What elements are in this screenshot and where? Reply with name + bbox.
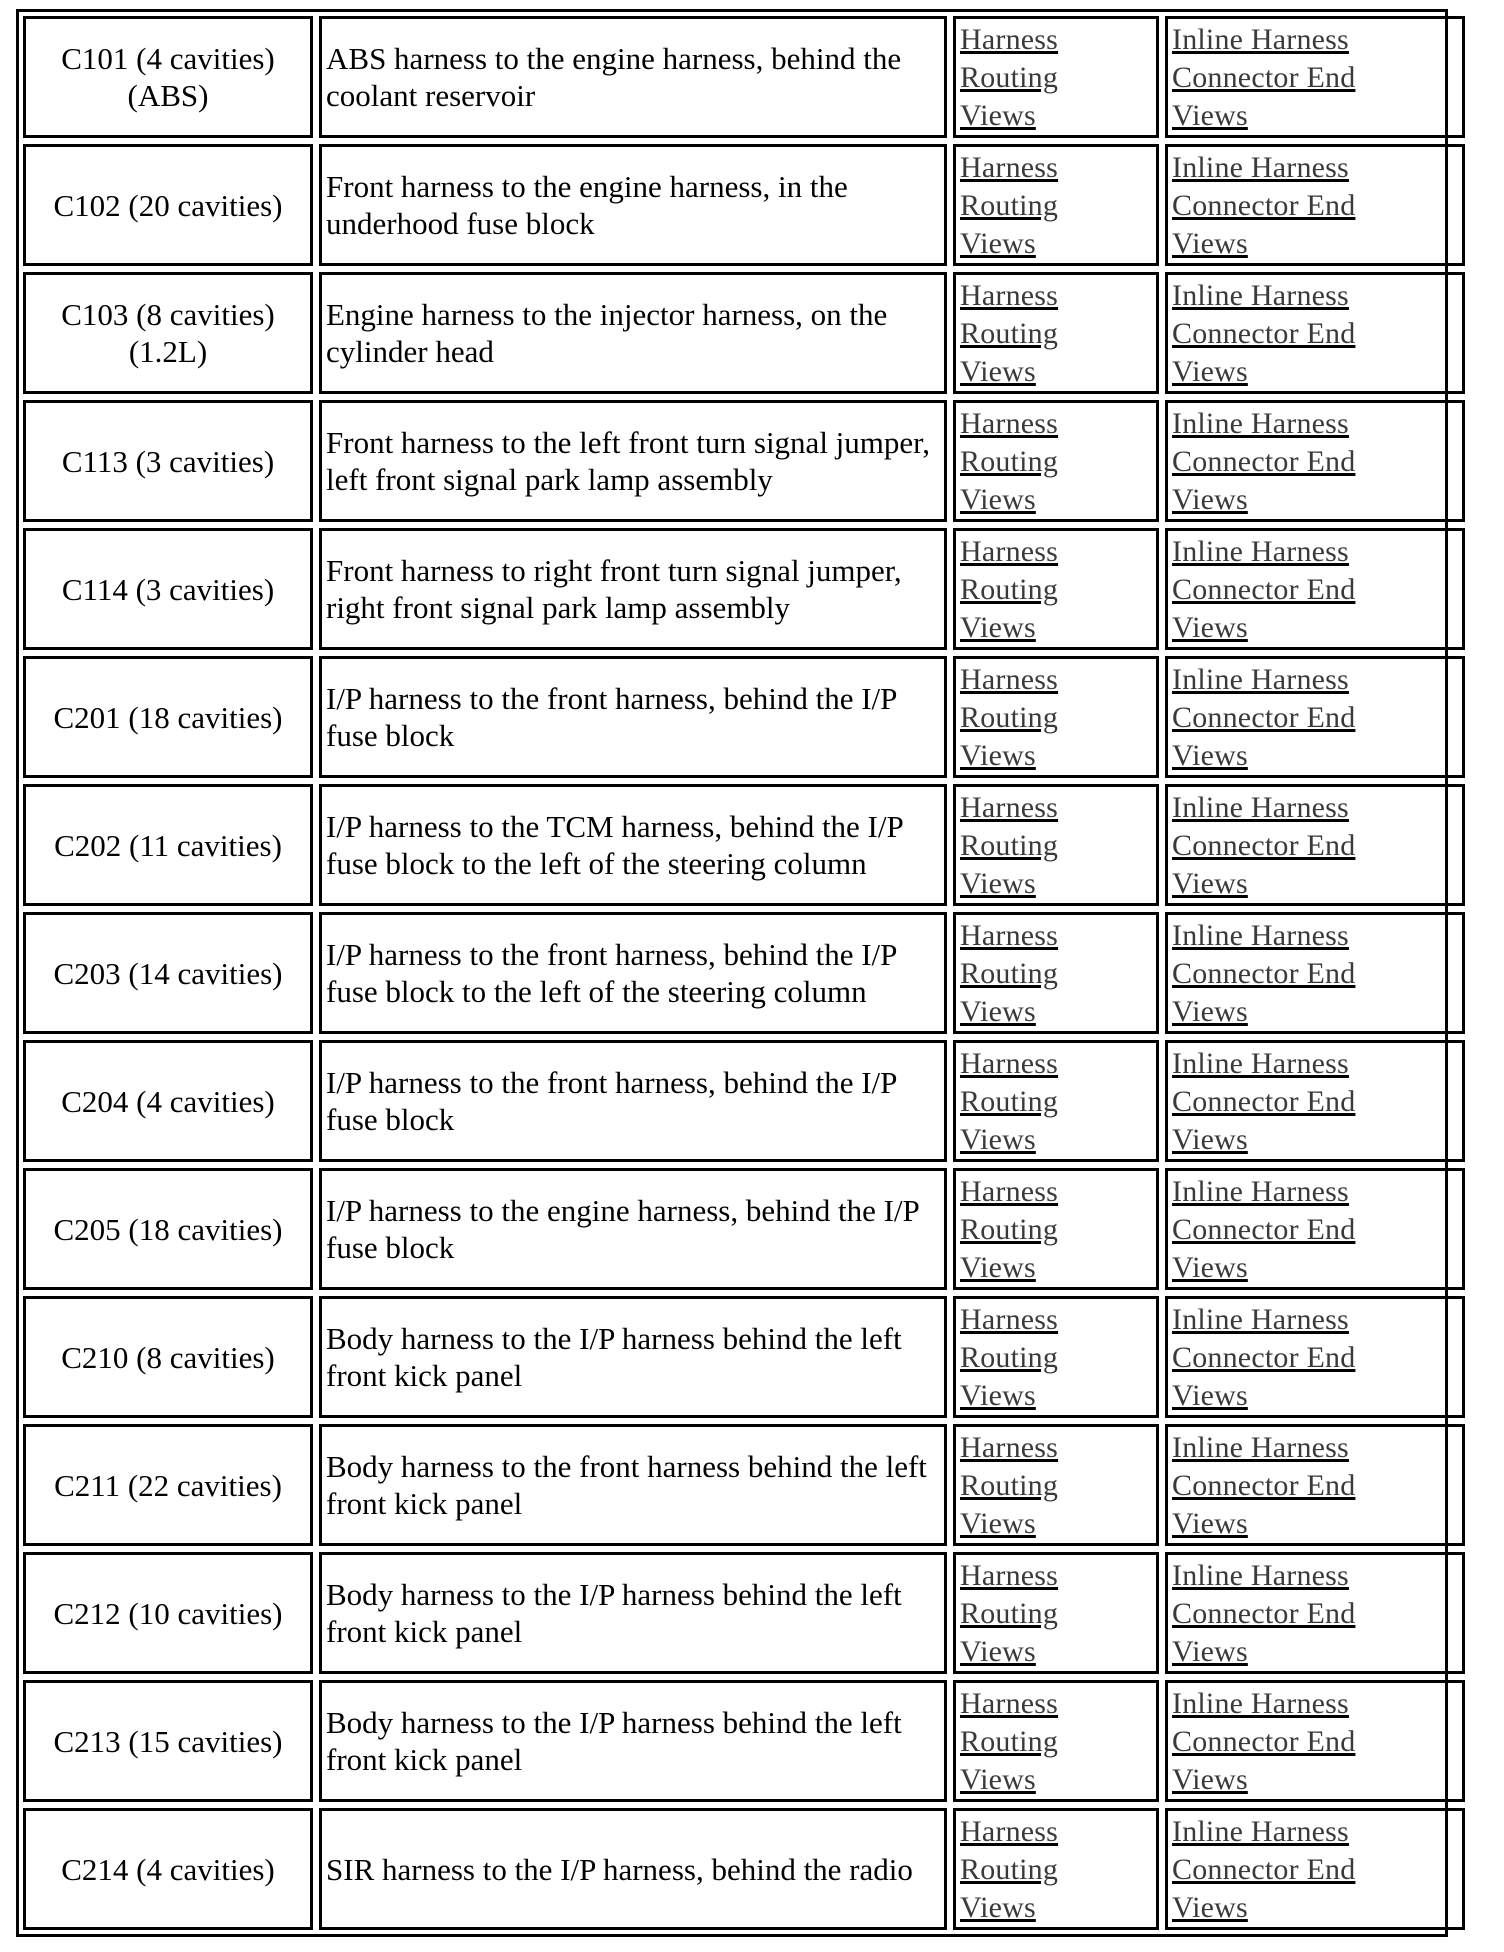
link-line: Connector End <box>1172 317 1356 350</box>
inline-connector-cell <box>1165 1296 1465 1418</box>
inline-connector-cell <box>1165 1040 1465 1162</box>
link-line: Connector End <box>1172 445 1356 478</box>
connector-description: I/P harness to the TCM harness, behind the I/P fuse block to the left of the steering column <box>326 809 903 881</box>
link-line: Views <box>1172 1507 1248 1540</box>
link-line: Connector End <box>1172 189 1356 222</box>
harness-routing-views-link[interactable] <box>960 661 1156 775</box>
connector-description-cell <box>319 656 947 778</box>
link-line: Inline Harness <box>1172 1047 1349 1080</box>
link-line: Views <box>960 867 1036 900</box>
inline-connector-cell <box>1165 1552 1465 1674</box>
connector-id: C205 (18 cavities) <box>53 1211 283 1247</box>
link-line: Inline Harness <box>1172 663 1349 696</box>
connector-description: SIR harness to the I/P harness, behind the radio <box>326 1851 913 1887</box>
connector-id: C211 (22 cavities) <box>54 1467 282 1503</box>
connector-id: C214 (4 cavities) <box>61 1851 275 1887</box>
connector-table-frame <box>16 9 1448 1937</box>
harness-routing-views-link[interactable] <box>960 533 1156 647</box>
inline-connector-cell <box>1165 16 1465 138</box>
link-line: Views <box>960 1251 1036 1284</box>
connector-id-cell <box>23 1808 313 1930</box>
link-line: Inline Harness <box>1172 1687 1349 1720</box>
connector-description: I/P harness to the front harness, behind the I/P fuse block to the left of the steering column <box>326 937 897 1009</box>
link-line: Connector End <box>1172 1597 1356 1630</box>
link-line: Views <box>1172 1251 1248 1284</box>
connector-id-cell <box>23 1040 313 1162</box>
link-line: Connector End <box>1172 829 1356 862</box>
link-line: Views <box>1172 739 1248 772</box>
harness-routing-views-link[interactable] <box>960 1173 1156 1287</box>
link-line: Views <box>1172 227 1248 260</box>
link-line: Harness <box>960 1175 1059 1208</box>
inline-harness-connector-end-views-link[interactable] <box>1172 661 1462 775</box>
connector-description-cell <box>319 528 947 650</box>
connector-description: I/P harness to the engine harness, behind the I/P fuse block <box>326 1193 919 1265</box>
connector-id: C212 (10 cavities) <box>53 1595 283 1631</box>
link-line: Routing <box>960 1725 1059 1758</box>
link-line: Inline Harness <box>1172 1303 1349 1336</box>
link-line: Inline Harness <box>1172 407 1349 440</box>
connector-description-cell <box>319 1040 947 1162</box>
link-line: Routing <box>960 1213 1059 1246</box>
link-line: Harness <box>960 919 1059 952</box>
connector-description-cell <box>319 784 947 906</box>
inline-harness-connector-end-views-link[interactable] <box>1172 1173 1462 1287</box>
connector-id: C103 (8 cavities) (1.2L) <box>61 297 275 369</box>
link-line: Connector End <box>1172 1213 1356 1246</box>
link-line: Harness <box>960 1047 1059 1080</box>
harness-routing-views-link[interactable] <box>960 1813 1156 1927</box>
link-line: Routing <box>960 1085 1059 1118</box>
link-line: Views <box>960 1635 1036 1668</box>
connector-description-cell <box>319 1680 947 1802</box>
connector-id: C203 (14 cavities) <box>53 955 283 991</box>
link-line: Routing <box>960 61 1059 94</box>
connector-table <box>17 10 1471 1936</box>
connector-id-cell <box>23 16 313 138</box>
link-line: Views <box>960 227 1036 260</box>
link-line: Inline Harness <box>1172 1815 1349 1848</box>
link-line: Inline Harness <box>1172 1175 1349 1208</box>
link-line: Views <box>960 1891 1036 1924</box>
link-line: Views <box>1172 1379 1248 1412</box>
connector-description-cell <box>319 1424 947 1546</box>
connector-description: Engine harness to the injector harness, on the cylinder head <box>326 297 888 369</box>
connector-description-cell <box>319 1808 947 1930</box>
inline-connector-cell <box>1165 1808 1465 1930</box>
link-line: Routing <box>960 701 1059 734</box>
connector-id-cell <box>23 400 313 522</box>
inline-harness-connector-end-views-link[interactable] <box>1172 21 1462 135</box>
link-line: Harness <box>960 791 1059 824</box>
connector-id-cell <box>23 144 313 266</box>
link-line: Inline Harness <box>1172 151 1349 184</box>
harness-routing-views-link[interactable] <box>960 21 1156 135</box>
link-line: Harness <box>960 151 1059 184</box>
connector-id: C102 (20 cavities) <box>53 187 283 223</box>
inline-connector-cell <box>1165 912 1465 1034</box>
link-line: Views <box>960 99 1036 132</box>
harness-routing-cell <box>953 400 1159 522</box>
harness-routing-cell <box>953 1040 1159 1162</box>
link-line: Harness <box>960 279 1059 312</box>
link-line: Harness <box>960 407 1059 440</box>
link-line: Connector End <box>1172 1853 1356 1886</box>
link-line: Harness <box>960 535 1059 568</box>
connector-id-cell <box>23 912 313 1034</box>
link-line: Views <box>960 1379 1036 1412</box>
link-line: Connector End <box>1172 573 1356 606</box>
connector-id: C101 (4 cavities) (ABS) <box>61 41 275 113</box>
inline-harness-connector-end-views-link[interactable] <box>1172 405 1462 519</box>
link-line: Routing <box>960 829 1059 862</box>
inline-connector-cell <box>1165 272 1465 394</box>
harness-routing-cell <box>953 1424 1159 1546</box>
harness-routing-views-link[interactable] <box>960 917 1156 1031</box>
link-line: Views <box>1172 1635 1248 1668</box>
connector-description: I/P harness to the front harness, behind the I/P fuse block <box>326 1065 897 1137</box>
link-line: Routing <box>960 957 1059 990</box>
connector-id: C202 (11 cavities) <box>54 827 282 863</box>
connector-description-cell <box>319 1552 947 1674</box>
inline-connector-cell <box>1165 528 1465 650</box>
connector-description-cell <box>319 1296 947 1418</box>
harness-routing-cell <box>953 784 1159 906</box>
inline-harness-connector-end-views-link[interactable] <box>1172 1813 1462 1927</box>
connector-id-cell <box>23 1296 313 1418</box>
link-line: Harness <box>960 1303 1059 1336</box>
link-line: Views <box>1172 1891 1248 1924</box>
harness-routing-views-link[interactable] <box>960 149 1156 263</box>
connector-id: C204 (4 cavities) <box>61 1083 275 1119</box>
connector-table-body <box>23 16 1465 1930</box>
harness-routing-views-link[interactable] <box>960 1045 1156 1159</box>
inline-connector-cell <box>1165 656 1465 778</box>
link-line: Harness <box>960 1815 1059 1848</box>
link-line: Views <box>960 995 1036 1028</box>
link-line: Harness <box>960 1687 1059 1720</box>
link-line: Routing <box>960 317 1059 350</box>
link-line: Views <box>960 739 1036 772</box>
connector-id: C113 (3 cavities) <box>61 443 275 479</box>
link-line: Routing <box>960 445 1059 478</box>
harness-routing-cell <box>953 1808 1159 1930</box>
link-line: Inline Harness <box>1172 535 1349 568</box>
link-line: Routing <box>960 1469 1059 1502</box>
table-row <box>23 1040 1465 1162</box>
harness-routing-cell <box>953 528 1159 650</box>
link-line: Connector End <box>1172 1085 1356 1118</box>
link-line: Views <box>1172 355 1248 388</box>
connector-id: C201 (18 cavities) <box>53 699 283 735</box>
connector-description: Front harness to right front turn signal jumper, right front signal park lamp assembly <box>326 553 902 625</box>
harness-routing-cell <box>953 1680 1159 1802</box>
inline-harness-connector-end-views-link[interactable] <box>1172 533 1462 647</box>
connector-id: C114 (3 cavities) <box>61 571 275 607</box>
harness-routing-views-link[interactable] <box>960 1429 1156 1543</box>
link-line: Views <box>1172 867 1248 900</box>
inline-connector-cell <box>1165 144 1465 266</box>
table-row <box>23 1552 1465 1674</box>
connector-description-cell <box>319 272 947 394</box>
link-line: Routing <box>960 573 1059 606</box>
link-line: Inline Harness <box>1172 1431 1349 1464</box>
link-line: Routing <box>960 1853 1059 1886</box>
link-line: Views <box>960 1123 1036 1156</box>
connector-description: Body harness to the I/P harness behind the left front kick panel <box>326 1705 902 1777</box>
connector-id: C210 (8 cavities) <box>61 1339 275 1375</box>
inline-harness-connector-end-views-link[interactable] <box>1172 1301 1462 1415</box>
link-line: Routing <box>960 189 1059 222</box>
inline-connector-cell <box>1165 1168 1465 1290</box>
link-line: Views <box>960 483 1036 516</box>
inline-harness-connector-end-views-link[interactable] <box>1172 277 1462 391</box>
inline-harness-connector-end-views-link[interactable] <box>1172 1045 1462 1159</box>
link-line: Views <box>1172 1763 1248 1796</box>
connector-description: ABS harness to the engine harness, behind the coolant reservoir <box>326 41 902 113</box>
inline-harness-connector-end-views-link[interactable] <box>1172 917 1462 1031</box>
link-line: Views <box>1172 611 1248 644</box>
link-line: Views <box>960 1507 1036 1540</box>
harness-routing-cell <box>953 16 1159 138</box>
link-line: Routing <box>960 1341 1059 1374</box>
inline-harness-connector-end-views-link[interactable] <box>1172 1557 1462 1671</box>
connector-id: C213 (15 cavities) <box>53 1723 283 1759</box>
table-row <box>23 272 1465 394</box>
link-line: Harness <box>960 1431 1059 1464</box>
link-line: Views <box>1172 995 1248 1028</box>
link-line: Connector End <box>1172 1469 1356 1502</box>
inline-connector-cell <box>1165 400 1465 522</box>
inline-harness-connector-end-views-link[interactable] <box>1172 789 1462 903</box>
connector-description: Body harness to the I/P harness behind the left front kick panel <box>326 1321 902 1393</box>
connector-id-cell <box>23 656 313 778</box>
inline-connector-cell <box>1165 1680 1465 1802</box>
harness-routing-views-link[interactable] <box>960 1301 1156 1415</box>
connector-description: I/P harness to the front harness, behind the I/P fuse block <box>326 681 897 753</box>
link-line: Inline Harness <box>1172 791 1349 824</box>
link-line: Views <box>1172 1123 1248 1156</box>
inline-connector-cell <box>1165 784 1465 906</box>
table-row <box>23 16 1465 138</box>
link-line: Views <box>1172 99 1248 132</box>
link-line: Connector End <box>1172 701 1356 734</box>
connector-description: Front harness to the engine harness, in the underhood fuse block <box>326 169 848 241</box>
link-line: Views <box>1172 483 1248 516</box>
connector-id-cell <box>23 528 313 650</box>
link-line: Harness <box>960 1559 1059 1592</box>
link-line: Harness <box>960 23 1059 56</box>
harness-routing-cell <box>953 912 1159 1034</box>
link-line: Views <box>960 355 1036 388</box>
table-row <box>23 528 1465 650</box>
harness-routing-views-link[interactable] <box>960 277 1156 391</box>
harness-routing-cell <box>953 1296 1159 1418</box>
inline-harness-connector-end-views-link[interactable] <box>1172 1685 1462 1799</box>
harness-routing-cell <box>953 144 1159 266</box>
connector-id-cell <box>23 1680 313 1802</box>
connector-description-cell <box>319 144 947 266</box>
table-row <box>23 1296 1465 1418</box>
link-line: Connector End <box>1172 1725 1356 1758</box>
connector-id-cell <box>23 1552 313 1674</box>
connector-description: Body harness to the front harness behind the left front kick panel <box>326 1449 927 1521</box>
connector-id-cell <box>23 272 313 394</box>
link-line: Inline Harness <box>1172 1559 1349 1592</box>
harness-routing-cell <box>953 272 1159 394</box>
link-line: Inline Harness <box>1172 279 1349 312</box>
table-row <box>23 400 1465 522</box>
link-line: Harness <box>960 663 1059 696</box>
table-row <box>23 1168 1465 1290</box>
link-line: Inline Harness <box>1172 23 1349 56</box>
table-row <box>23 144 1465 266</box>
table-row <box>23 656 1465 778</box>
connector-description: Front harness to the left front turn signal jumper, left front signal park lamp assembly <box>326 425 931 497</box>
harness-routing-views-link[interactable] <box>960 1557 1156 1671</box>
connector-description-cell <box>319 1168 947 1290</box>
table-row <box>23 1424 1465 1546</box>
connector-description: Body harness to the I/P harness behind the left front kick panel <box>326 1577 902 1649</box>
harness-routing-cell <box>953 656 1159 778</box>
harness-routing-views-link[interactable] <box>960 405 1156 519</box>
connector-description-cell <box>319 16 947 138</box>
table-row <box>23 912 1465 1034</box>
connector-id-cell <box>23 1424 313 1546</box>
link-line: Connector End <box>1172 957 1356 990</box>
link-line: Views <box>960 1763 1036 1796</box>
harness-routing-views-link[interactable] <box>960 789 1156 903</box>
table-row <box>23 1808 1465 1930</box>
link-line: Inline Harness <box>1172 919 1349 952</box>
link-line: Routing <box>960 1597 1059 1630</box>
connector-id-cell <box>23 1168 313 1290</box>
connector-description-cell <box>319 400 947 522</box>
link-line: Connector End <box>1172 1341 1356 1374</box>
inline-harness-connector-end-views-link[interactable] <box>1172 149 1462 263</box>
harness-routing-cell <box>953 1552 1159 1674</box>
harness-routing-cell <box>953 1168 1159 1290</box>
harness-routing-views-link[interactable] <box>960 1685 1156 1799</box>
connector-description-cell <box>319 912 947 1034</box>
inline-connector-cell <box>1165 1424 1465 1546</box>
link-line: Connector End <box>1172 61 1356 94</box>
table-row <box>23 1680 1465 1802</box>
link-line: Views <box>960 611 1036 644</box>
inline-harness-connector-end-views-link[interactable] <box>1172 1429 1462 1543</box>
connector-id-cell <box>23 784 313 906</box>
table-row <box>23 784 1465 906</box>
